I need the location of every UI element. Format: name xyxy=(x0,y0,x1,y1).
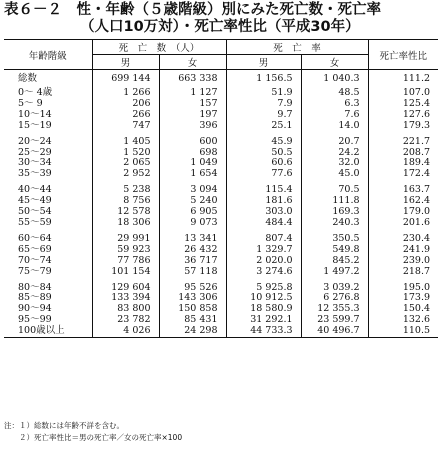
table-row xyxy=(4,99,438,110)
age-group-cell: 30～34 xyxy=(18,157,52,169)
deaths-male-cell: 266 xyxy=(92,110,159,121)
deaths-female-cell: 1 654 xyxy=(159,169,226,180)
footnotes xyxy=(4,420,182,444)
deaths-male-cell: 1 405 xyxy=(92,137,159,148)
deaths-male-cell: 101 154 xyxy=(92,267,159,278)
footnote-2: ２）死亡率性比＝男の死亡率／女の死亡率×100 xyxy=(4,433,183,442)
rate-female-cell: 350.5 xyxy=(301,234,368,245)
deaths-female-cell: 5 240 xyxy=(159,196,226,207)
age-group-cell: 50～54 xyxy=(18,206,52,218)
sex-ratio-cell: 208.7 xyxy=(368,148,438,159)
table-row xyxy=(4,158,438,169)
deaths-female-cell: 95 526 xyxy=(159,283,226,294)
sex-ratio-cell: 172.4 xyxy=(368,169,438,180)
deaths-male-cell: 83 800 xyxy=(92,304,159,315)
deaths-male-cell: 8 756 xyxy=(92,196,159,207)
rate-female-cell: 111.8 xyxy=(301,196,368,207)
rate-female-cell: 7.6 xyxy=(301,110,368,121)
deaths-female-cell: 197 xyxy=(159,110,226,121)
sex-ratio-cell: 179.0 xyxy=(368,207,438,218)
rate-male-cell: 77.6 xyxy=(226,169,301,180)
table-row xyxy=(4,169,438,180)
sex-ratio-cell: 241.9 xyxy=(368,245,438,256)
table-row xyxy=(4,185,438,196)
table-row xyxy=(4,137,438,148)
deaths-male-cell: 747 xyxy=(92,121,159,132)
deaths-female-cell: 85 431 xyxy=(159,315,226,326)
sex-ratio-cell: 218.7 xyxy=(368,267,438,278)
rate-female-cell: 20.7 xyxy=(301,137,368,148)
deaths-male-cell: 2 952 xyxy=(92,169,159,180)
age-group-cell: 0～ 4歳 xyxy=(18,87,53,98)
deaths-female-cell: 26 432 xyxy=(159,245,226,256)
rate-male-cell: 45.9 xyxy=(226,137,301,148)
deaths-male-cell: 29 991 xyxy=(92,234,159,245)
table-row xyxy=(4,121,438,132)
sex-ratio-cell: 107.0 xyxy=(368,88,438,99)
age-group-cell: 5～ 9 xyxy=(18,97,43,109)
rate-male-cell: 484.4 xyxy=(226,218,301,229)
rate-male-cell: 3 274.6 xyxy=(226,267,301,278)
table-row xyxy=(4,88,438,99)
sex-ratio-cell: 173.9 xyxy=(368,293,438,304)
sex-ratio-cell: 163.7 xyxy=(368,185,438,196)
deaths-female-cell: 1 127 xyxy=(159,88,226,99)
sex-ratio-cell: 230.4 xyxy=(368,234,438,245)
rate-female-cell: 70.5 xyxy=(301,185,368,196)
age-group-cell: 75～79 xyxy=(18,265,52,277)
table-row xyxy=(4,283,438,294)
sex-ratio-cell: 201.6 xyxy=(368,218,438,229)
header-deaths: 死 亡 数 （人） xyxy=(92,40,226,55)
rate-male-cell: 10 912.5 xyxy=(226,293,301,304)
rate-female-cell: 14.0 xyxy=(301,121,368,132)
deaths-male-cell: 5 238 xyxy=(92,185,159,196)
header-deaths-female: 女 xyxy=(159,55,226,70)
sex-ratio-cell: 195.0 xyxy=(368,283,438,294)
deaths-female-cell: 157 xyxy=(159,99,226,110)
table-row xyxy=(4,110,438,121)
age-group-cell: 90～94 xyxy=(18,303,52,315)
age-group-cell: 15～19 xyxy=(18,119,52,131)
age-group-cell: 100歳以上 xyxy=(18,325,65,337)
age-group-cell: 80～84 xyxy=(18,281,52,293)
age-group-cell: 55～59 xyxy=(18,216,52,228)
deaths-female-cell: 150 858 xyxy=(159,304,226,315)
rate-male-cell: 9.7 xyxy=(226,110,301,121)
rate-female-cell: 24.2 xyxy=(301,148,368,159)
table-row xyxy=(4,256,438,267)
sex-ratio-cell: 239.0 xyxy=(368,256,438,267)
table-row xyxy=(4,326,438,337)
rate-male-cell: 1 329.7 xyxy=(226,245,301,256)
rate-male-cell: 44 733.3 xyxy=(226,326,301,337)
rate-female-cell: 845.2 xyxy=(301,256,368,267)
age-group-cell: 総数 xyxy=(18,73,38,84)
rate-male-cell: 51.9 xyxy=(226,88,301,99)
deaths-male-cell: 133 394 xyxy=(92,293,159,304)
table-row xyxy=(4,267,438,278)
table-row xyxy=(4,218,438,229)
deaths-female-cell: 57 118 xyxy=(159,267,226,278)
deaths-female-cell: 9 073 xyxy=(159,218,226,229)
rate-male-cell: 25.1 xyxy=(226,121,301,132)
sex-ratio-cell: 221.7 xyxy=(368,137,438,148)
rate-male-cell: 50.5 xyxy=(226,148,301,159)
age-group-cell: 20～24 xyxy=(18,135,52,147)
sex-ratio-cell: 127.6 xyxy=(368,110,438,121)
rate-male-cell: 31 292.1 xyxy=(226,315,301,326)
age-group-cell: 85～89 xyxy=(18,292,52,304)
table-row xyxy=(4,315,438,326)
deaths-female-cell: 698 xyxy=(159,148,226,159)
rate-male-cell: 303.0 xyxy=(226,207,301,218)
deaths-female-cell: 13 341 xyxy=(159,234,226,245)
deaths-male-cell: 206 xyxy=(92,99,159,110)
sex-ratio-cell: 179.3 xyxy=(368,121,438,132)
table-body xyxy=(4,70,438,338)
rate-male-cell: 115.4 xyxy=(226,185,301,196)
table-header xyxy=(4,40,438,70)
deaths-male-cell: 12 578 xyxy=(92,207,159,218)
deaths-female-cell: 396 xyxy=(159,121,226,132)
deaths-male-cell: 4 026 xyxy=(92,326,159,337)
sex-ratio-cell: 111.2 xyxy=(368,70,438,89)
deaths-female-cell: 663 338 xyxy=(159,70,226,89)
header-rate-female: 女 xyxy=(301,55,368,70)
deaths-female-cell: 36 717 xyxy=(159,256,226,267)
rate-female-cell: 1 497.2 xyxy=(301,267,368,278)
rate-male-cell: 2 020.0 xyxy=(226,256,301,267)
rate-male-cell: 1 156.5 xyxy=(226,70,301,89)
age-group-cell: 65～69 xyxy=(18,243,52,255)
table-row xyxy=(4,304,438,315)
header-deaths-male: 男 xyxy=(92,55,159,70)
rate-female-cell: 6.3 xyxy=(301,99,368,110)
header-sex-ratio: 死亡率性比 xyxy=(368,40,438,70)
deaths-male-cell: 1 266 xyxy=(92,88,159,99)
deaths-male-cell: 23 782 xyxy=(92,315,159,326)
deaths-male-cell: 1 520 xyxy=(92,148,159,159)
sex-ratio-cell: 150.4 xyxy=(368,304,438,315)
deaths-female-cell: 600 xyxy=(159,137,226,148)
age-group-cell: 40～44 xyxy=(18,184,52,196)
age-group-cell: 70～74 xyxy=(18,254,52,266)
title-line-1: 表６－２ 性・年齢（５歳階級）別にみた死亡数・死亡率 xyxy=(4,2,381,18)
rate-male-cell: 7.9 xyxy=(226,99,301,110)
sex-ratio-cell: 162.4 xyxy=(368,196,438,207)
rate-male-cell: 181.6 xyxy=(226,196,301,207)
deaths-male-cell: 2 065 xyxy=(92,158,159,169)
deaths-male-cell: 18 306 xyxy=(92,218,159,229)
table-row xyxy=(4,148,438,159)
rate-female-cell: 40 496.7 xyxy=(301,326,368,337)
deaths-female-cell: 6 905 xyxy=(159,207,226,218)
table-row xyxy=(4,207,438,218)
rate-female-cell: 6 276.8 xyxy=(301,293,368,304)
sex-ratio-cell: 132.6 xyxy=(368,315,438,326)
rate-female-cell: 549.8 xyxy=(301,245,368,256)
death-statistics-table xyxy=(4,39,438,338)
sex-ratio-cell: 189.4 xyxy=(368,158,438,169)
deaths-male-cell: 77 786 xyxy=(92,256,159,267)
age-group-cell: 25～29 xyxy=(18,146,52,158)
header-death-rate: 死 亡 率 xyxy=(226,40,368,55)
rate-male-cell: 60.6 xyxy=(226,158,301,169)
header-age-group: 年齢階級 xyxy=(4,40,92,70)
page-title xyxy=(4,2,440,36)
rate-female-cell: 32.0 xyxy=(301,158,368,169)
rate-female-cell: 1 040.3 xyxy=(301,70,368,89)
rate-male-cell: 18 580.9 xyxy=(226,304,301,315)
rate-female-cell: 3 039.2 xyxy=(301,283,368,294)
table-row xyxy=(4,293,438,304)
sex-ratio-cell: 125.4 xyxy=(368,99,438,110)
age-group-cell: 95～99 xyxy=(18,314,52,326)
table-row xyxy=(4,196,438,207)
footnote-1: 注：１）総数には年齢不詳を含む。 xyxy=(4,421,124,430)
deaths-male-cell: 59 923 xyxy=(92,245,159,256)
deaths-female-cell: 1 049 xyxy=(159,158,226,169)
deaths-female-cell: 3 094 xyxy=(159,185,226,196)
rate-female-cell: 169.3 xyxy=(301,207,368,218)
rate-female-cell: 45.0 xyxy=(301,169,368,180)
table-row xyxy=(4,245,438,256)
title-line-2: （人口10万対）・死亡率性比（平成30年） xyxy=(80,19,360,35)
age-group-cell: 10～14 xyxy=(18,108,52,120)
rate-female-cell: 240.3 xyxy=(301,218,368,229)
rate-male-cell: 807.4 xyxy=(226,234,301,245)
rate-female-cell: 48.5 xyxy=(301,88,368,99)
table-row xyxy=(4,234,438,245)
age-group-cell: 60～64 xyxy=(18,232,52,244)
rate-male-cell: 5 925.8 xyxy=(226,283,301,294)
age-group-cell: 35～39 xyxy=(18,168,52,180)
deaths-female-cell: 24 298 xyxy=(159,326,226,337)
rate-female-cell: 23 599.7 xyxy=(301,315,368,326)
sex-ratio-cell: 110.5 xyxy=(368,326,438,337)
deaths-male-cell: 129 604 xyxy=(92,283,159,294)
deaths-male-cell: 699 144 xyxy=(92,70,159,89)
rate-female-cell: 12 355.3 xyxy=(301,304,368,315)
total-row xyxy=(4,70,438,89)
age-group-cell: 45～49 xyxy=(18,195,52,207)
deaths-female-cell: 143 306 xyxy=(159,293,226,304)
header-rate-male: 男 xyxy=(226,55,301,70)
